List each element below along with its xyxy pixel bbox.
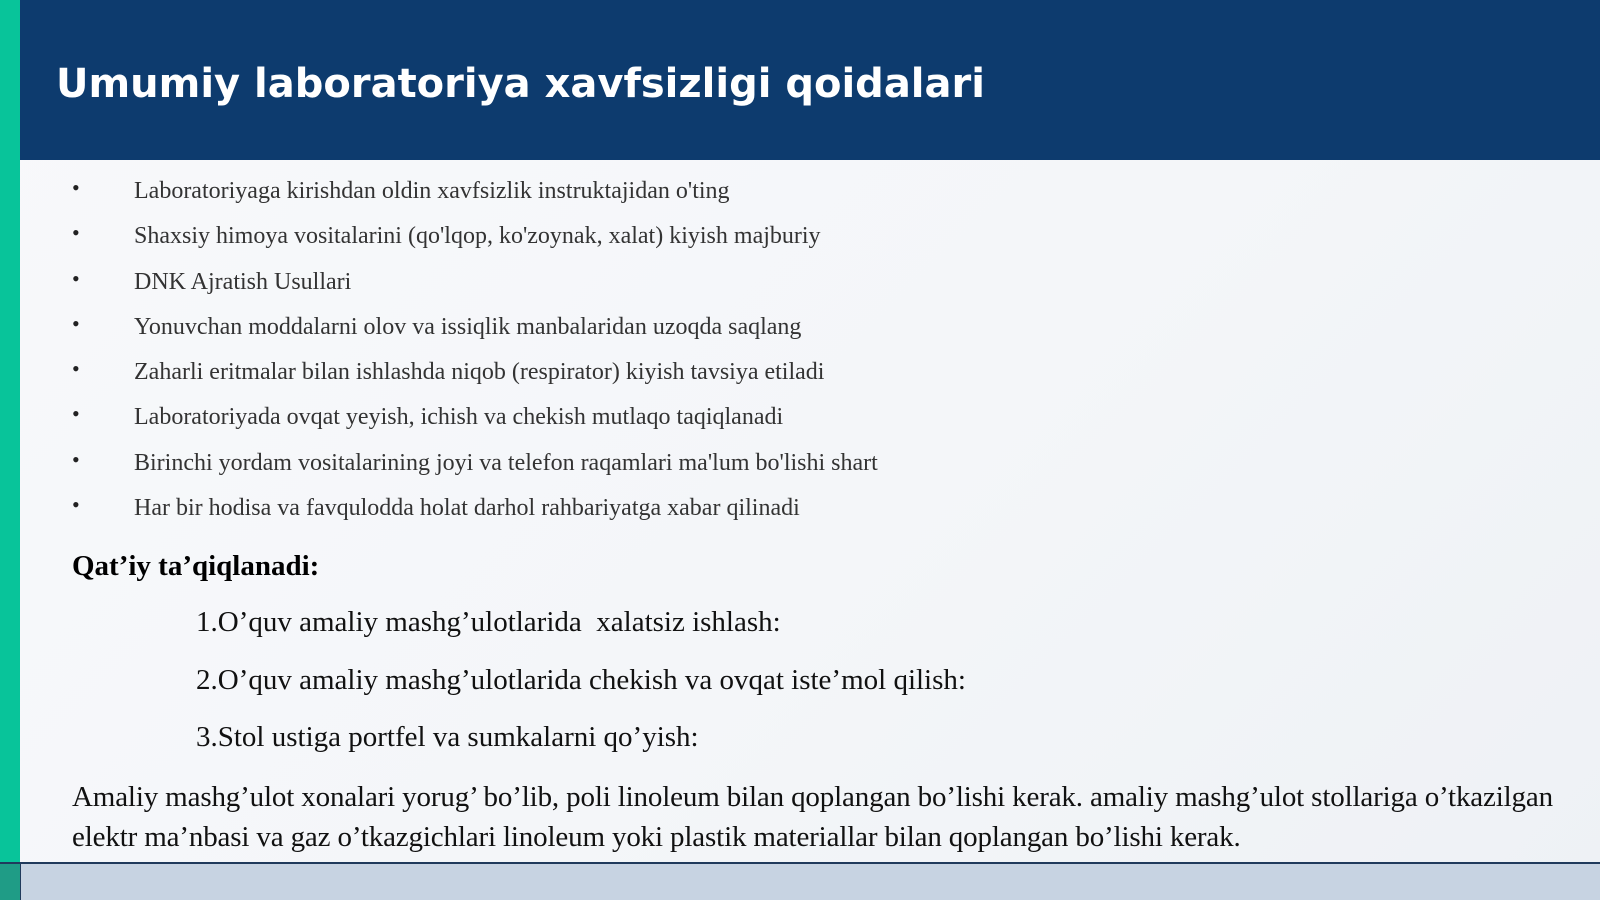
list-item xyxy=(70,261,1470,306)
list-item xyxy=(70,351,1470,396)
bullet-text: Laboratoriyaga kirishdan oldin xavfsizlik instruktajidan o'ting xyxy=(134,178,730,204)
bullet-text: Laboratoriyada ovqat yeyish, ichish va chekish mutlaqo taqiqlanadi xyxy=(134,404,784,431)
list-item xyxy=(70,170,1470,215)
numbered-item: 2.O’quv amaliy mashg’ulotlarida chekish va ovqat iste’mol qilish: xyxy=(196,663,966,696)
slide-title: Umumiy laboratoriya xavfsizligi qoidalari xyxy=(56,61,985,107)
list-item xyxy=(70,306,1470,351)
bullet-icon: • xyxy=(72,492,80,518)
bullet-text: Yonuvchan moddalarni olov va issiqlik manbalaridan uzoqda saqlang xyxy=(134,313,802,340)
bullet-icon: • xyxy=(72,356,80,382)
bullet-icon: • xyxy=(72,446,80,472)
slide-header xyxy=(20,0,1600,160)
bottom-strip-handle[interactable] xyxy=(0,864,21,900)
numbered-item: 3.Stol ustiga portfel va sumkalarni qo’yish: xyxy=(196,721,699,753)
bullet-text: Shaxsiy himoya vositalarini (qo'lqop, ko'zoynak, xalat) kiyish majburiy xyxy=(134,223,821,250)
left-accent-bar xyxy=(0,0,20,900)
bullet-text: Har bir hodisa va favqulodda holat darhol rahbariyatga xabar qilinadi xyxy=(134,495,800,522)
bottom-scroll-strip[interactable] xyxy=(0,862,1600,900)
bullet-text: Zaharli eritmalar bilan ishlashda niqob (respirator) kiyish tavsiya etiladi xyxy=(134,359,825,386)
rules-bullet-list xyxy=(70,170,1470,532)
numbered-item: 1.O’quv amaliy mashg’ulotlarida xalatsiz ishlash: xyxy=(196,606,781,638)
list-item xyxy=(70,215,1470,260)
list-item xyxy=(70,442,1470,487)
bullet-icon: • xyxy=(72,175,80,200)
room-requirements-paragraph: Amaliy mashg’ulot xonalari yorug’ bo’lib, poli linoleum bilan qoplangan bo’lishi kerak. amaliy mashg’ulot stollariga o’tkazilgan elektr ma’nbasi va gaz o’tkazgichlari linoleum yoki plastik materiallar bilan qoplangan bo’lishi kerak. xyxy=(72,781,1553,853)
list-item xyxy=(70,396,1470,441)
bullet-icon: • xyxy=(72,265,80,291)
bullet-icon: • xyxy=(72,310,80,336)
list-item xyxy=(70,487,1470,532)
prohibited-numbered-list xyxy=(196,604,966,777)
bullet-icon: • xyxy=(72,401,80,427)
bullet-icon: • xyxy=(72,220,80,246)
prohibited-heading: Qat’iy ta’qiqlanadi: xyxy=(72,550,320,582)
bullet-text: DNK Ajratish Usullari xyxy=(134,268,352,295)
bullet-text: Birinchi yordam vositalarining joyi va telefon raqamlari ma'lum bo'lishi shart xyxy=(134,449,878,476)
